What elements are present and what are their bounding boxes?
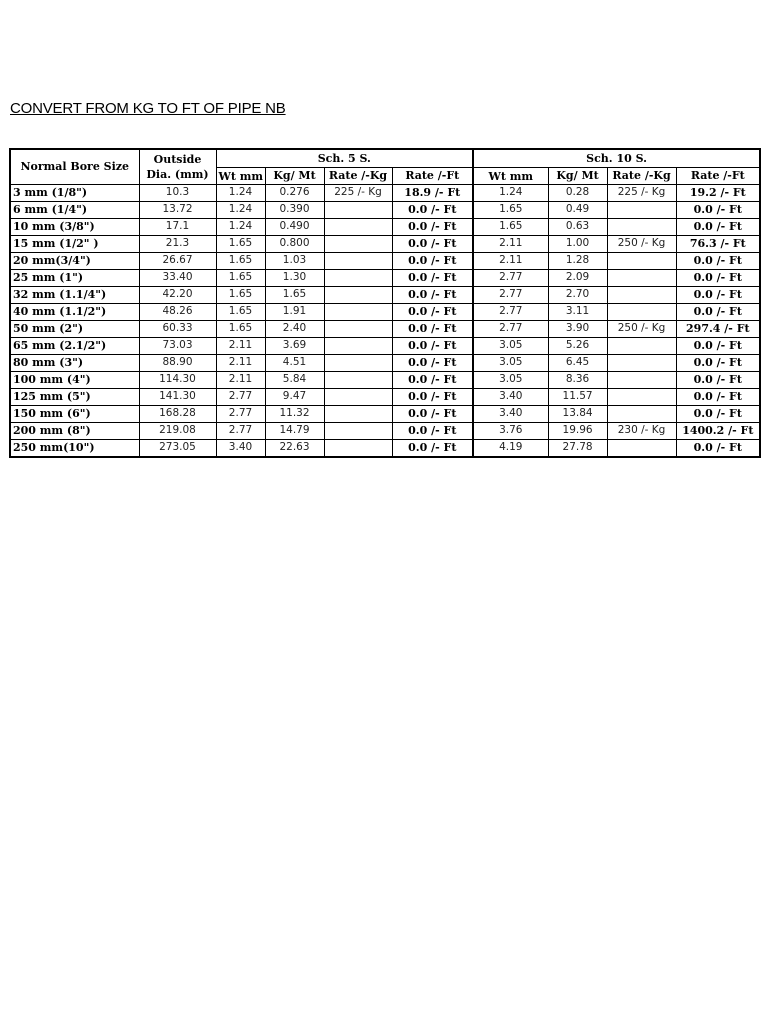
cell-s5-kgmt: 0.800 bbox=[265, 235, 324, 252]
cell-outside-dia: 141.30 bbox=[139, 388, 216, 405]
cell-s5-wt: 2.77 bbox=[216, 405, 265, 422]
cell-s5-rateft: 0.0 /- Ft bbox=[392, 218, 473, 235]
cell-s5-rateft: 0.0 /- Ft bbox=[392, 252, 473, 269]
cell-s10-kgmt: 13.84 bbox=[548, 405, 607, 422]
cell-s10-ratekg: 225 /- Kg bbox=[607, 184, 676, 201]
cell-s10-kgmt: 1.00 bbox=[548, 235, 607, 252]
cell-s5-wt: 3.40 bbox=[216, 439, 265, 457]
cell-s5-ratekg: 225 /- Kg bbox=[324, 184, 392, 201]
cell-s10-wt: 3.40 bbox=[473, 388, 548, 405]
cell-size: 100 mm (4") bbox=[10, 371, 139, 388]
cell-s5-wt: 2.77 bbox=[216, 388, 265, 405]
cell-s10-wt: 3.05 bbox=[473, 337, 548, 354]
cell-s5-ratekg bbox=[324, 320, 392, 337]
cell-outside-dia: 33.40 bbox=[139, 269, 216, 286]
cell-s10-rateft: 297.4 /- Ft bbox=[676, 320, 760, 337]
cell-s10-kgmt: 8.36 bbox=[548, 371, 607, 388]
cell-s5-wt: 2.11 bbox=[216, 354, 265, 371]
cell-s10-ratekg bbox=[607, 269, 676, 286]
cell-outside-dia: 21.3 bbox=[139, 235, 216, 252]
cell-size: 15 mm (1/2" ) bbox=[10, 235, 139, 252]
cell-s10-ratekg bbox=[607, 439, 676, 457]
cell-s10-ratekg: 230 /- Kg bbox=[607, 422, 676, 439]
cell-s5-kgmt: 0.390 bbox=[265, 201, 324, 218]
cell-s5-rateft: 0.0 /- Ft bbox=[392, 354, 473, 371]
cell-s10-rateft: 0.0 /- Ft bbox=[676, 252, 760, 269]
cell-s5-kgmt: 22.63 bbox=[265, 439, 324, 457]
cell-s10-kgmt: 27.78 bbox=[548, 439, 607, 457]
cell-s5-wt: 1.65 bbox=[216, 269, 265, 286]
header-s10-kgmt: Kg/ Mt bbox=[548, 167, 607, 184]
header-normal-bore-size: Normal Bore Size bbox=[10, 149, 139, 184]
cell-s10-kgmt: 0.49 bbox=[548, 201, 607, 218]
cell-s10-wt: 2.11 bbox=[473, 252, 548, 269]
cell-s10-rateft: 76.3 /- Ft bbox=[676, 235, 760, 252]
cell-s10-kgmt: 11.57 bbox=[548, 388, 607, 405]
table-row bbox=[10, 388, 760, 405]
cell-s10-kgmt: 5.26 bbox=[548, 337, 607, 354]
cell-s5-kgmt: 4.51 bbox=[265, 354, 324, 371]
cell-s5-rateft: 18.9 /- Ft bbox=[392, 184, 473, 201]
cell-outside-dia: 13.72 bbox=[139, 201, 216, 218]
cell-s5-kgmt: 0.490 bbox=[265, 218, 324, 235]
cell-s5-ratekg bbox=[324, 371, 392, 388]
cell-s10-kgmt: 0.28 bbox=[548, 184, 607, 201]
cell-s10-rateft: 1400.2 /- Ft bbox=[676, 422, 760, 439]
header-s10-ratekg: Rate /-Kg bbox=[607, 167, 676, 184]
cell-s5-wt: 2.11 bbox=[216, 337, 265, 354]
cell-s5-kgmt: 5.84 bbox=[265, 371, 324, 388]
cell-outside-dia: 42.20 bbox=[139, 286, 216, 303]
cell-s10-ratekg bbox=[607, 354, 676, 371]
cell-size: 25 mm (1") bbox=[10, 269, 139, 286]
cell-s10-ratekg bbox=[607, 337, 676, 354]
cell-s10-wt: 2.77 bbox=[473, 320, 548, 337]
cell-s5-wt: 1.65 bbox=[216, 235, 265, 252]
cell-size: 65 mm (2.1/2") bbox=[10, 337, 139, 354]
cell-outside-dia: 273.05 bbox=[139, 439, 216, 457]
header-s5-wt: Wt mm bbox=[216, 167, 265, 184]
table-row bbox=[10, 201, 760, 218]
cell-size: 150 mm (6") bbox=[10, 405, 139, 422]
table-row bbox=[10, 371, 760, 388]
cell-s10-rateft: 0.0 /- Ft bbox=[676, 337, 760, 354]
cell-s10-rateft: 0.0 /- Ft bbox=[676, 218, 760, 235]
cell-s5-wt: 1.65 bbox=[216, 320, 265, 337]
cell-s10-wt: 3.05 bbox=[473, 371, 548, 388]
cell-s5-rateft: 0.0 /- Ft bbox=[392, 388, 473, 405]
cell-s10-rateft: 0.0 /- Ft bbox=[676, 371, 760, 388]
cell-outside-dia: 219.08 bbox=[139, 422, 216, 439]
cell-s5-ratekg bbox=[324, 269, 392, 286]
cell-s10-wt: 2.11 bbox=[473, 235, 548, 252]
cell-outside-dia: 168.28 bbox=[139, 405, 216, 422]
cell-s5-rateft: 0.0 /- Ft bbox=[392, 286, 473, 303]
cell-s10-wt: 1.24 bbox=[473, 184, 548, 201]
cell-s5-kgmt: 3.69 bbox=[265, 337, 324, 354]
cell-outside-dia: 17.1 bbox=[139, 218, 216, 235]
cell-s10-rateft: 0.0 /- Ft bbox=[676, 354, 760, 371]
cell-s5-ratekg bbox=[324, 303, 392, 320]
cell-s5-kgmt: 1.30 bbox=[265, 269, 324, 286]
cell-s10-kgmt: 2.09 bbox=[548, 269, 607, 286]
cell-s5-kgmt: 2.40 bbox=[265, 320, 324, 337]
cell-size: 32 mm (1.1/4") bbox=[10, 286, 139, 303]
cell-size: 250 mm(10") bbox=[10, 439, 139, 457]
header-sch-5s: Sch. 5 S. bbox=[216, 149, 473, 167]
cell-s10-ratekg bbox=[607, 388, 676, 405]
table-row bbox=[10, 320, 760, 337]
cell-s5-kgmt: 0.276 bbox=[265, 184, 324, 201]
cell-s10-kgmt: 3.11 bbox=[548, 303, 607, 320]
page-title: CONVERT FROM KG TO FT OF PIPE NB bbox=[10, 100, 286, 117]
cell-s10-wt: 3.40 bbox=[473, 405, 548, 422]
cell-s5-ratekg bbox=[324, 201, 392, 218]
cell-s5-ratekg bbox=[324, 235, 392, 252]
cell-s10-kgmt: 2.70 bbox=[548, 286, 607, 303]
cell-s5-rateft: 0.0 /- Ft bbox=[392, 320, 473, 337]
cell-s10-wt: 2.77 bbox=[473, 286, 548, 303]
cell-s5-ratekg bbox=[324, 388, 392, 405]
cell-s5-rateft: 0.0 /- Ft bbox=[392, 337, 473, 354]
cell-size: 80 mm (3") bbox=[10, 354, 139, 371]
cell-outside-dia: 48.26 bbox=[139, 303, 216, 320]
cell-s5-wt: 1.65 bbox=[216, 252, 265, 269]
table-row bbox=[10, 405, 760, 422]
cell-s10-rateft: 0.0 /- Ft bbox=[676, 286, 760, 303]
cell-s5-wt: 2.11 bbox=[216, 371, 265, 388]
cell-s10-ratekg bbox=[607, 371, 676, 388]
table-row bbox=[10, 286, 760, 303]
cell-size: 50 mm (2") bbox=[10, 320, 139, 337]
cell-s5-ratekg bbox=[324, 337, 392, 354]
cell-size: 3 mm (1/8") bbox=[10, 184, 139, 201]
cell-s5-ratekg bbox=[324, 422, 392, 439]
header-s10-rateft: Rate /-Ft bbox=[676, 167, 760, 184]
cell-size: 6 mm (1/4") bbox=[10, 201, 139, 218]
pipe-conversion-table bbox=[9, 148, 761, 458]
header-s10-wt: Wt mm bbox=[473, 167, 548, 184]
cell-s5-rateft: 0.0 /- Ft bbox=[392, 235, 473, 252]
cell-s10-rateft: 0.0 /- Ft bbox=[676, 388, 760, 405]
cell-s10-ratekg bbox=[607, 303, 676, 320]
table-row bbox=[10, 252, 760, 269]
cell-outside-dia: 10.3 bbox=[139, 184, 216, 201]
cell-outside-dia: 60.33 bbox=[139, 320, 216, 337]
table-row bbox=[10, 422, 760, 439]
cell-s10-rateft: 0.0 /- Ft bbox=[676, 201, 760, 218]
cell-s5-rateft: 0.0 /- Ft bbox=[392, 269, 473, 286]
cell-s5-rateft: 0.0 /- Ft bbox=[392, 405, 473, 422]
cell-s5-wt: 1.65 bbox=[216, 303, 265, 320]
table-row bbox=[10, 303, 760, 320]
cell-s5-rateft: 0.0 /- Ft bbox=[392, 201, 473, 218]
cell-s10-kgmt: 6.45 bbox=[548, 354, 607, 371]
cell-s10-ratekg bbox=[607, 201, 676, 218]
cell-s5-kgmt: 14.79 bbox=[265, 422, 324, 439]
cell-s5-rateft: 0.0 /- Ft bbox=[392, 439, 473, 457]
cell-s10-wt: 2.77 bbox=[473, 303, 548, 320]
cell-s5-kgmt: 11.32 bbox=[265, 405, 324, 422]
cell-s10-wt: 3.76 bbox=[473, 422, 548, 439]
cell-s10-wt: 3.05 bbox=[473, 354, 548, 371]
cell-s5-wt: 1.24 bbox=[216, 201, 265, 218]
cell-size: 200 mm (8") bbox=[10, 422, 139, 439]
table-row bbox=[10, 337, 760, 354]
cell-outside-dia: 114.30 bbox=[139, 371, 216, 388]
cell-s5-kgmt: 1.65 bbox=[265, 286, 324, 303]
cell-s10-rateft: 0.0 /- Ft bbox=[676, 303, 760, 320]
cell-s5-kgmt: 1.91 bbox=[265, 303, 324, 320]
cell-s5-rateft: 0.0 /- Ft bbox=[392, 303, 473, 320]
table-row bbox=[10, 269, 760, 286]
table-row bbox=[10, 235, 760, 252]
cell-s5-wt: 1.65 bbox=[216, 286, 265, 303]
cell-s5-wt: 1.24 bbox=[216, 218, 265, 235]
cell-size: 40 mm (1.1/2") bbox=[10, 303, 139, 320]
cell-s10-ratekg bbox=[607, 405, 676, 422]
cell-s5-ratekg bbox=[324, 252, 392, 269]
cell-outside-dia: 73.03 bbox=[139, 337, 216, 354]
cell-s10-rateft: 0.0 /- Ft bbox=[676, 439, 760, 457]
cell-s5-rateft: 0.0 /- Ft bbox=[392, 422, 473, 439]
cell-s5-ratekg bbox=[324, 354, 392, 371]
table-body bbox=[10, 184, 760, 457]
cell-s10-kgmt: 3.90 bbox=[548, 320, 607, 337]
cell-s5-wt: 2.77 bbox=[216, 422, 265, 439]
cell-s10-kgmt: 19.96 bbox=[548, 422, 607, 439]
cell-s10-ratekg bbox=[607, 252, 676, 269]
cell-s5-wt: 1.24 bbox=[216, 184, 265, 201]
table-row bbox=[10, 218, 760, 235]
header-s5-ratekg: Rate /-Kg bbox=[324, 167, 392, 184]
cell-s5-ratekg bbox=[324, 439, 392, 457]
cell-s10-rateft: 0.0 /- Ft bbox=[676, 269, 760, 286]
cell-size: 20 mm(3/4") bbox=[10, 252, 139, 269]
cell-size: 10 mm (3/8") bbox=[10, 218, 139, 235]
header-s5-rateft: Rate /-Ft bbox=[392, 167, 473, 184]
cell-s10-wt: 1.65 bbox=[473, 201, 548, 218]
cell-s10-ratekg: 250 /- Kg bbox=[607, 320, 676, 337]
cell-s10-ratekg: 250 /- Kg bbox=[607, 235, 676, 252]
cell-s5-ratekg bbox=[324, 286, 392, 303]
cell-s10-wt: 2.77 bbox=[473, 269, 548, 286]
header-s5-kgmt: Kg/ Mt bbox=[265, 167, 324, 184]
table-row bbox=[10, 439, 760, 457]
table-row bbox=[10, 354, 760, 371]
cell-s5-kgmt: 9.47 bbox=[265, 388, 324, 405]
cell-s10-rateft: 19.2 /- Ft bbox=[676, 184, 760, 201]
cell-size: 125 mm (5") bbox=[10, 388, 139, 405]
cell-s10-kgmt: 1.28 bbox=[548, 252, 607, 269]
cell-s10-wt: 1.65 bbox=[473, 218, 548, 235]
cell-s5-kgmt: 1.03 bbox=[265, 252, 324, 269]
header-outside-dia: Outside Dia. (mm) bbox=[139, 149, 216, 184]
cell-s10-ratekg bbox=[607, 218, 676, 235]
cell-s10-rateft: 0.0 /- Ft bbox=[676, 405, 760, 422]
table-row bbox=[10, 184, 760, 201]
cell-s5-rateft: 0.0 /- Ft bbox=[392, 371, 473, 388]
cell-s10-ratekg bbox=[607, 286, 676, 303]
header-sch-10s: Sch. 10 S. bbox=[473, 149, 760, 167]
cell-s5-ratekg bbox=[324, 218, 392, 235]
cell-s5-ratekg bbox=[324, 405, 392, 422]
cell-outside-dia: 88.90 bbox=[139, 354, 216, 371]
cell-outside-dia: 26.67 bbox=[139, 252, 216, 269]
cell-s10-wt: 4.19 bbox=[473, 439, 548, 457]
cell-s10-kgmt: 0.63 bbox=[548, 218, 607, 235]
